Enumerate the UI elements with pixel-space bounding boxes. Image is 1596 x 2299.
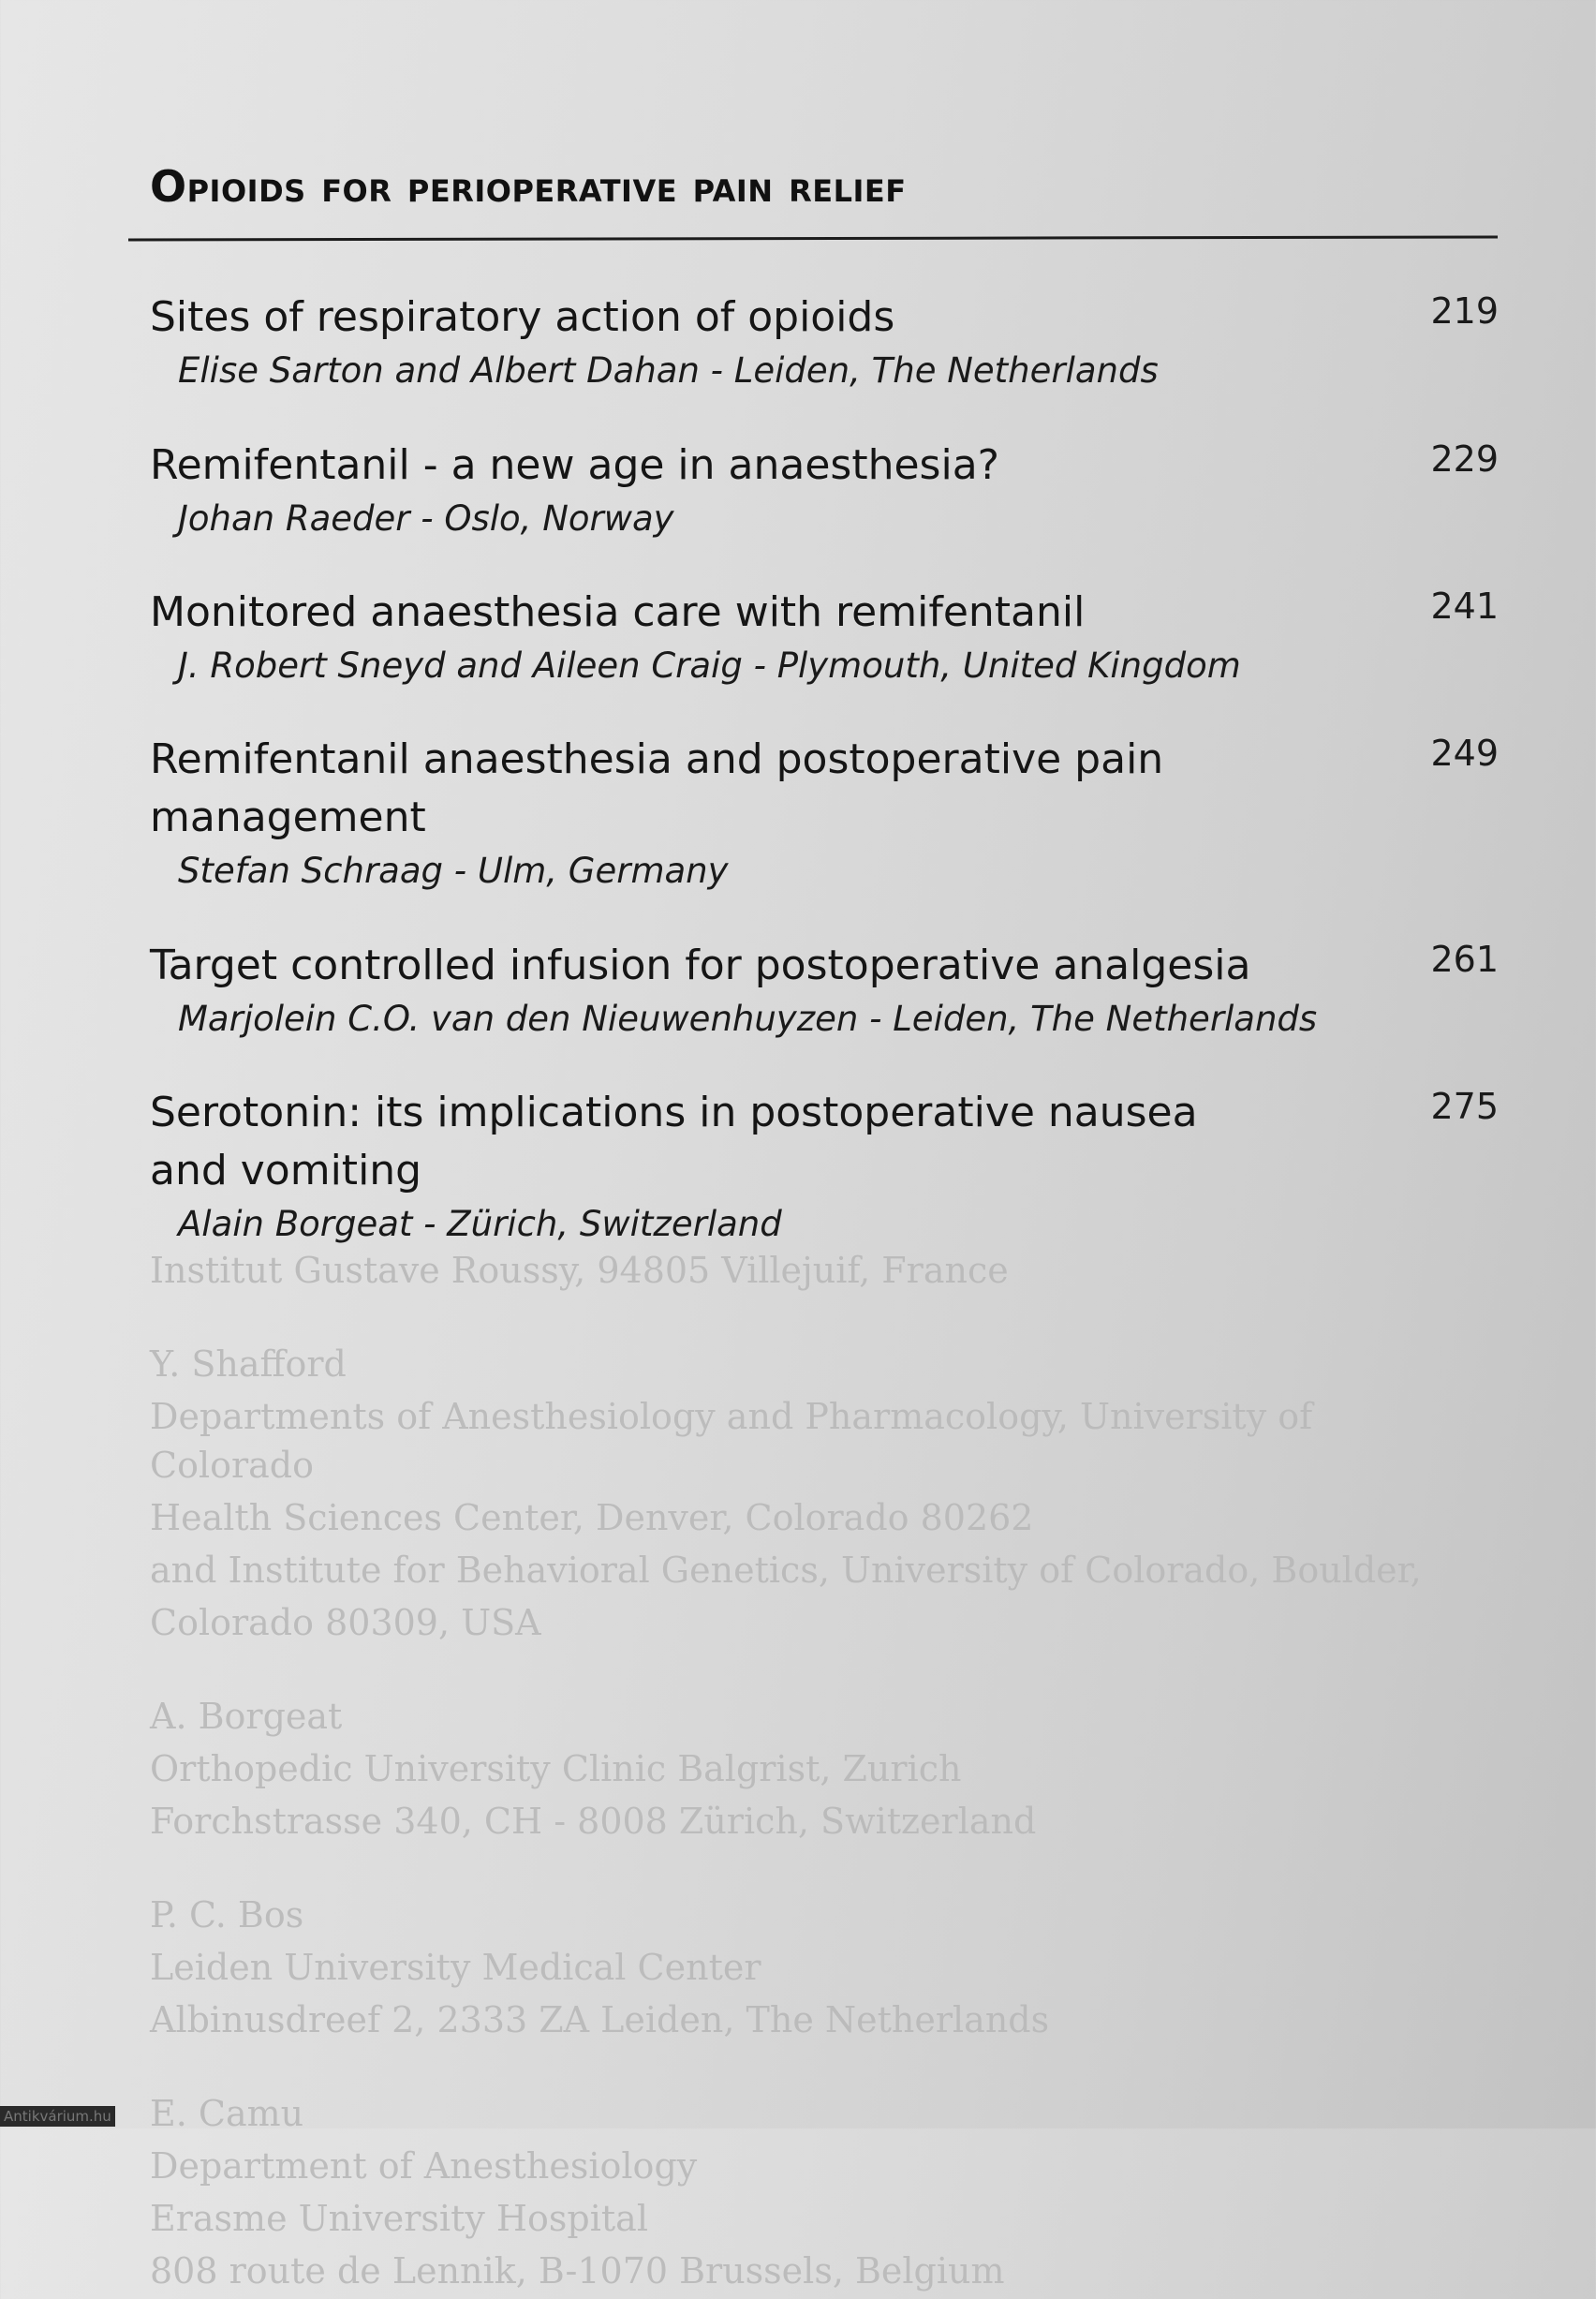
bleed-line: Forchstrasse 340, CH - 8008 Zürich, Switzerland (150, 1801, 1037, 1842)
toc-entry (150, 1084, 1499, 1249)
bleed-line: Erasme University Hospital (150, 2198, 648, 2239)
bleed-line: E. Camu (150, 2093, 304, 2134)
entry-title: Monitored anaesthesia care with remifentanil (150, 588, 1086, 636)
entry-page-number: 261 (1430, 939, 1499, 980)
bleed-line: and Institute for Behavioral Genetics, University of Colorado, Boulder, (150, 1550, 1422, 1591)
bleed-line: Colorado 80309, USA (150, 1602, 541, 1643)
toc-entry (150, 289, 1499, 395)
toc-entry (150, 437, 1499, 543)
bleed-line: Y. Shafford (150, 1343, 347, 1385)
entry-title: Remifentanil - a new age in anaesthesia? (150, 441, 1000, 489)
entry-page-number: 219 (1430, 290, 1499, 332)
entry-page-number: 229 (1430, 438, 1499, 480)
entry-title: Remifentanil anaesthesia and postoperative pain management (150, 735, 1164, 841)
entry-title: Target controlled infusion for postoperative analgesia (150, 942, 1251, 989)
entry-title: Sites of respiratory action of opioids (150, 293, 895, 341)
entry-author: Alain Borgeat - Zürich, Switzerland (178, 1204, 782, 1244)
entry-author: Stefan Schraag - Ulm, Germany (178, 851, 729, 891)
bleed-line: Institut Gustave Roussy, 94805 Villejuif, France (150, 1250, 1009, 1291)
bleed-line: A. Borgeat (150, 1696, 343, 1737)
bleed-through-text (150, 1246, 1461, 2299)
bleed-line: Orthopedic University Clinic Balgrist, Zurich (150, 1748, 962, 1789)
entry-page-number: 249 (1430, 733, 1499, 774)
bleed-line: Leiden University Medical Center (150, 1947, 761, 1988)
entry-author: J. Robert Sneyd and Aileen Craig - Plymouth, United Kingdom (178, 645, 1241, 686)
bleed-line: P. C. Bos (150, 1894, 304, 1936)
title-rule (128, 235, 1498, 241)
watermark: Antikvárium.hu (0, 2106, 115, 2127)
entry-page-number: 275 (1430, 1086, 1499, 1127)
entry-page-number: 241 (1430, 586, 1499, 627)
bleed-line: Departments of Anesthesiology and Pharmacology, University of Colorado (150, 1396, 1313, 1486)
entry-title: Serotonin: its implications in postoperative nausea and vomiting (150, 1089, 1198, 1194)
toc-entry (150, 937, 1499, 1044)
bleed-line: Albinusdreef 2, 2333 ZA Leiden, The Netherlands (150, 1999, 1050, 2040)
section-title: Opioids for perioperative pain relief (150, 161, 907, 212)
bleed-line: Department of Anesthesiology (150, 2145, 698, 2187)
entry-author: Marjolein C.O. van den Nieuwenhuyzen - Leiden, The Netherlands (178, 999, 1318, 1039)
toc-entry (150, 584, 1499, 690)
entry-author: Johan Raeder - Oslo, Norway (178, 498, 674, 539)
bleed-line: 808 route de Lennik, B-1070 Brussels, Belgium (150, 2250, 1005, 2292)
bleed-line: Health Sciences Center, Denver, Colorado 80262 (150, 1497, 1034, 1538)
entry-author: Elise Sarton and Albert Dahan - Leiden, The Netherlands (178, 350, 1159, 391)
toc-entry (150, 731, 1499, 896)
